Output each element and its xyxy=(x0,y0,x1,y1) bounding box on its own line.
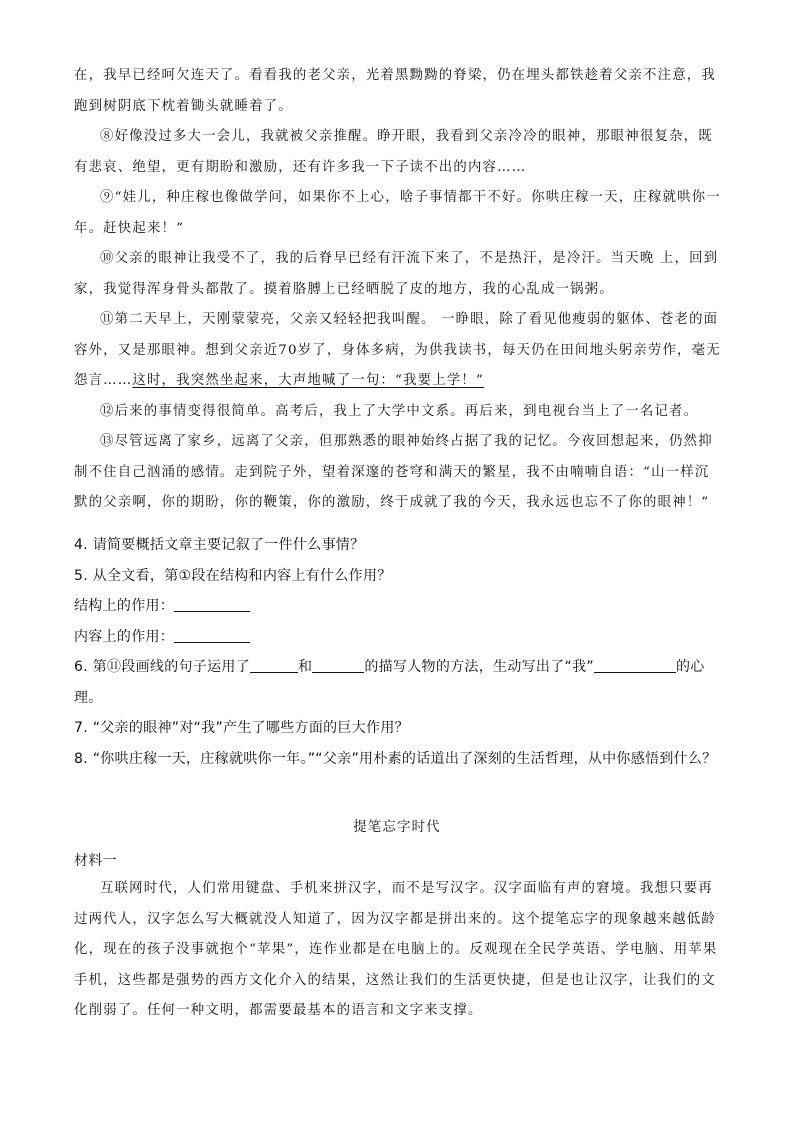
answer-blank-content[interactable] xyxy=(174,628,250,643)
paragraph-9: ⑨“娃儿，种庄稼也像做学问，如果你不上心，啥子事情都干不好。你哄庄稼一天，庄稼就哄你一年。赶快起来！” xyxy=(74,190,721,236)
answer-blank-method-2[interactable] xyxy=(312,658,364,673)
paragraph-11-text: ⑪第二天早上，天刚蒙蒙亮，父亲又轻轻把我叫醒。 一睁眼，除了看见他瘦弱的躯体、苍老的面容外，又是那眼神。想到父亲近70岁了，身体多病，为供我读书，每天仍在田间地头躬亲劳作，毫无怨言…… xyxy=(74,312,721,388)
paragraph-13: ⑬尽管远离了家乡，远离了父亲，但那熟悉的眼神始终占据了我的记忆。今夜回想起来，仍然抑制不住自己汹涌的感情。走到院子外，望着深邃的苍穹和满天的繁星，我不由喃喃自语：“山一样沉默的父亲啊，你的期盼，你的鞭策，你的激励，终于成就了我的今天，我永远也忘不了你的眼神！” xyxy=(74,434,713,510)
paragraph-8: ⑧好像没过多大一会儿，我就被父亲推醒。睁开眼，我看到父亲冷冷的眼神，那眼神很复杂，既有悲哀、绝望，更有期盼和激励，还有许多我一下子读不出的内容…… xyxy=(74,129,713,175)
question-6-text-d: 的心 xyxy=(675,659,705,675)
answer-blank-psychology[interactable] xyxy=(594,658,676,673)
story-passage xyxy=(74,61,724,519)
question-6-text-c: 的描写人物的方法，生动写出了“我” xyxy=(364,659,594,675)
question-6-text-b: 和 xyxy=(298,659,313,675)
question-7: 7. “父亲的眼神”对“我”产生了哪些方面的巨大作用？ xyxy=(74,720,409,736)
paragraph-12: ⑫后来的事情变得很简单。高考后，我上了大学中文系。再后来，到电视台当上了一名记者。 xyxy=(100,403,699,419)
question-6-text-a: 6. 第⑪段画线的句子运用了 xyxy=(74,659,251,675)
question-5-content xyxy=(74,622,724,653)
paragraph-10: ⑩父亲的眼神让我受不了，我的后脊早已经有汗流下来了，不是热汗，是冷汗。当天晚 上，回到家，我觉得浑身骨头都散了。摸着胳膊上已经晒脱了皮的地方，我的心乱成一锅粥。 xyxy=(74,251,719,297)
question-8: 8. “你哄庄稼一天，庄稼就哄你一年。”“父亲”用朴素的话道出了深刻的生活哲理，从中你感悟到什么？ xyxy=(74,750,717,767)
question-5-structure-label: 结构上的作用： xyxy=(74,598,175,614)
question-5-content-label: 内容上的作用： xyxy=(74,628,175,645)
material-label: 材料一 xyxy=(74,853,117,869)
paragraph-11-underlined-sentence: 这时，我突然坐起来，大声地喊了一句：“我要上学！” xyxy=(132,373,485,388)
article-title: 提笔忘字时代 xyxy=(353,820,441,835)
answer-blank-structure[interactable] xyxy=(174,597,250,612)
material-one-paragraph: 互联网时代，人们常用键盘、手机来拼汉字，而不是写汉字。汉字面临有声的窘境。我想只要再过两代人，汉字怎么写大概就没人知道了，因为汉字都是拼出来的。这个提笔忘字的现象越来越低龄化，现在的孩子没事就抱个“苹果”，连作业都是在电脑上的。反观现在全民学英语、学电脑、用苹果手机，这些都是强势的西方文化介入的结果，这然让我们的生活更快捷，但是也让汉字，让我们的文化削弱了。任何一种文明，都需要最基本的语言和文字来支撑。 xyxy=(74,881,718,1018)
paragraph-11 xyxy=(74,305,724,397)
question-5: 5. 从全文看，第①段在结构和内容上有什么作用？ xyxy=(74,567,392,584)
question-6-continued: 理。 xyxy=(74,689,103,706)
material-one xyxy=(74,874,724,1027)
answer-blank-method-1[interactable] xyxy=(250,658,298,673)
question-6 xyxy=(74,652,724,683)
question-4: 4. 请简要概括文章主要记叙了一件什么事情？ xyxy=(74,537,365,553)
paragraph-7-tail: 在，我早已经呵欠连天了。看看我的老父亲，光着黑黝黝的脊梁，仍在埋头都铁趁着父亲不注意，我跑到树阴底下枕着锄头就睡着了。 xyxy=(74,68,716,114)
question-list xyxy=(74,530,724,774)
question-5-structure xyxy=(74,591,724,622)
